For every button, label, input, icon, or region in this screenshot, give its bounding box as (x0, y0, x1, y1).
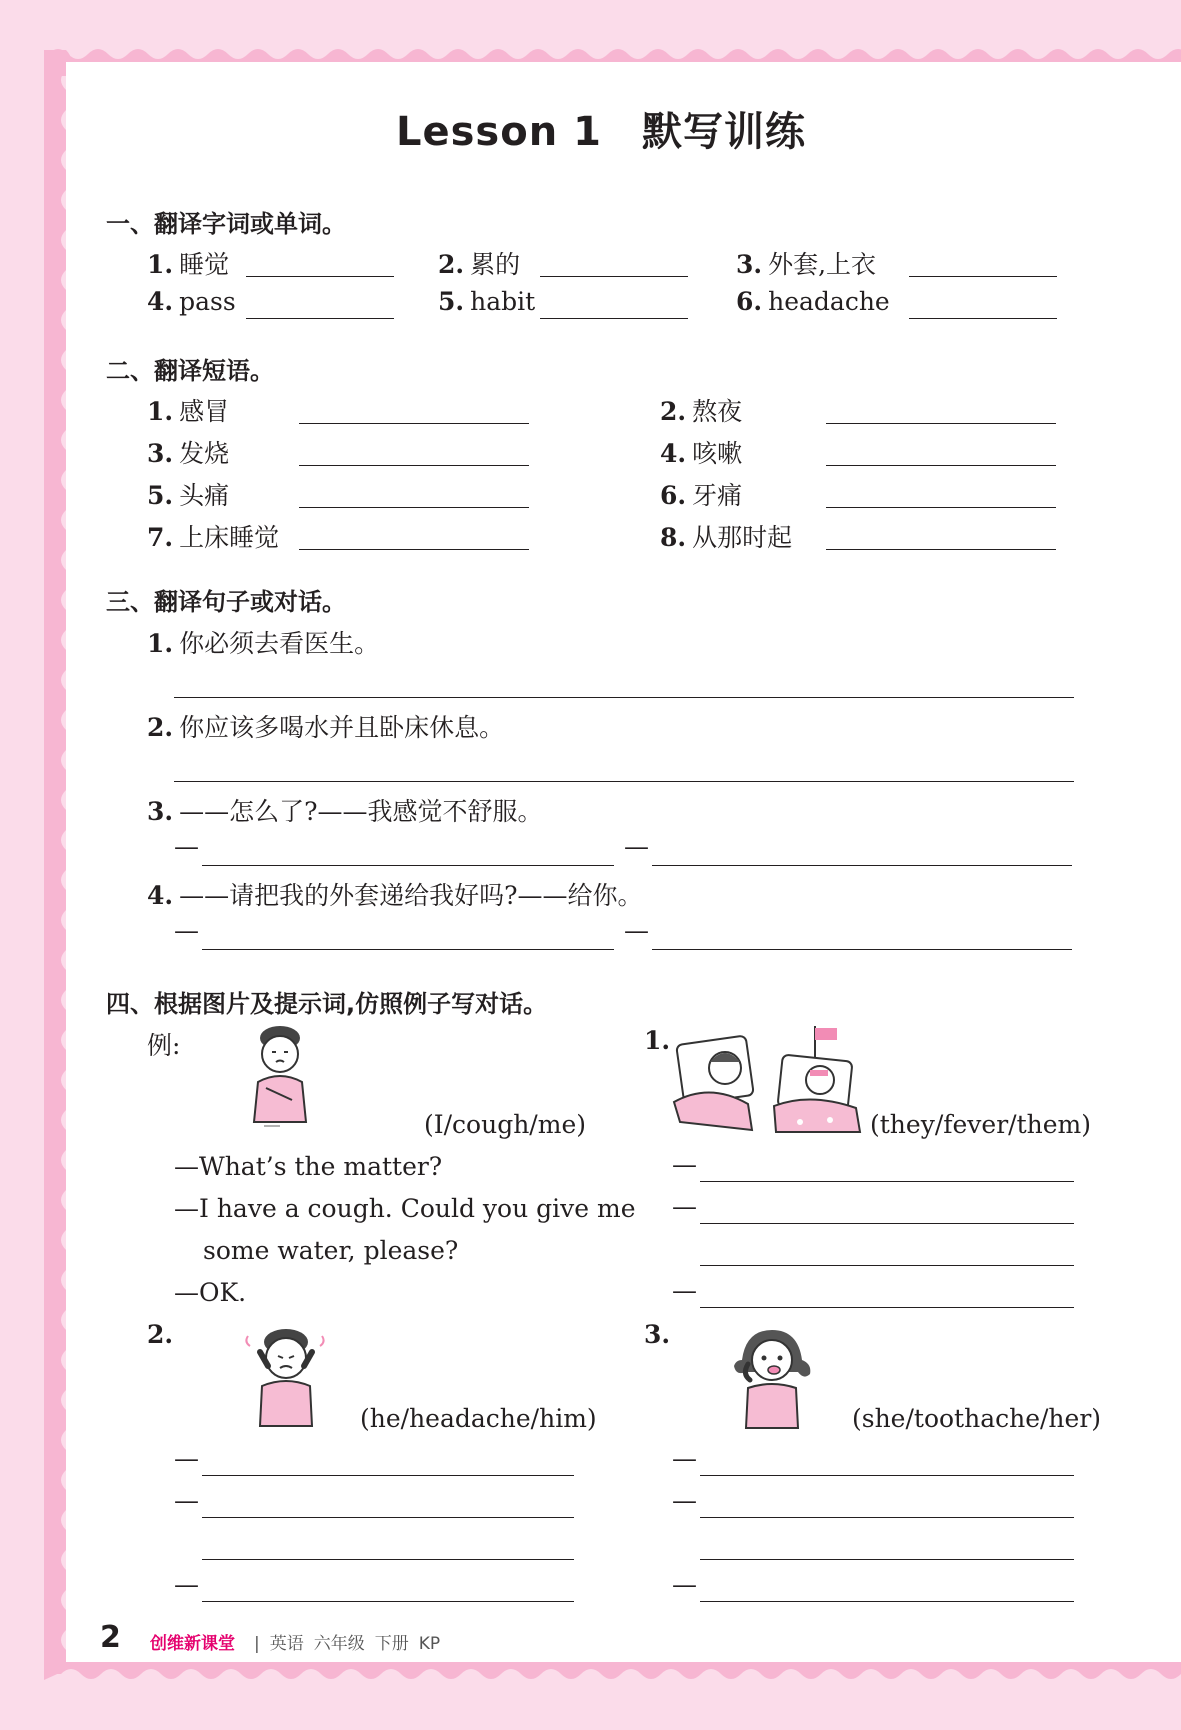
s2-answer-line-8[interactable] (826, 549, 1056, 550)
task3-hint: (she/toothache/her) (852, 1404, 1102, 1433)
s1-item-3: 3. 外套,上衣 (736, 250, 877, 279)
task1-answer-line-2[interactable] (700, 1223, 1074, 1224)
task1-hint: (they/fever/them) (870, 1110, 1091, 1139)
task2-answer-line-3[interactable] (202, 1559, 574, 1560)
task3-answer-line-3[interactable] (700, 1559, 1074, 1560)
task1-answer-line-4[interactable] (700, 1307, 1074, 1308)
footer-info (254, 1629, 450, 1654)
s1-answer-line-6[interactable] (909, 318, 1057, 319)
s3-answer-line-1[interactable] (174, 697, 1074, 698)
s2-item-3: 3. 发烧 (147, 439, 230, 468)
task3-dash-1: — (672, 1444, 697, 1473)
s3-item-2: 2. 你应该多喝水并且卧床休息。 (147, 713, 505, 742)
s2-item-8: 8. 从那时起 (660, 523, 793, 552)
example-line-4: —OK. (174, 1278, 247, 1307)
task3-answer-line-2[interactable] (700, 1517, 1074, 1518)
footer-term: 下册 (374, 1634, 409, 1654)
s2-item-2: 2. 熬夜 (660, 397, 743, 426)
task2-num: 2. (147, 1320, 174, 1349)
section4-heading: 四、根据图片及提示词,仿照例子写对话。 (106, 990, 548, 1018)
task2-hint: (he/headache/him) (360, 1404, 597, 1433)
s1-answer-line-4[interactable] (246, 318, 394, 319)
task1-answer-line-3[interactable] (700, 1265, 1074, 1266)
children-with-fever-illustration (670, 1022, 870, 1134)
task3-dash-3: — (672, 1570, 697, 1599)
s2-item-4: 4. 咳嗽 (660, 439, 743, 468)
footer-subject: 英语 (269, 1634, 304, 1654)
s3-answer-line-2[interactable] (174, 781, 1074, 782)
s3-item-3: 3. ——怎么了?——我感觉不舒服。 (147, 797, 543, 826)
s3-4-dash-a: — (174, 916, 199, 945)
footer-edition: KP (418, 1634, 441, 1654)
s1-answer-line-2[interactable] (540, 276, 688, 277)
task2-answer-line-2[interactable] (202, 1517, 574, 1518)
s3-4-dash-b: — (624, 916, 649, 945)
task1-dash-1: — (672, 1150, 697, 1179)
footer-grade: 六年级 (313, 1634, 365, 1654)
s1-item-1: 1. 睡觉 (147, 250, 230, 279)
s2-item-7: 7. 上床睡觉 (147, 523, 280, 552)
s1-item-5: 5. habit (438, 287, 536, 316)
task2-dash-2: — (174, 1486, 199, 1515)
boy-headache-illustration (240, 1322, 330, 1432)
footer-separator: | (254, 1634, 260, 1654)
s2-item-1: 1. 感冒 (147, 397, 230, 426)
s2-answer-line-1[interactable] (299, 423, 529, 424)
s3-3-answer-line-b[interactable] (652, 865, 1072, 866)
example-label: 例: (147, 1031, 181, 1060)
s1-answer-line-1[interactable] (246, 276, 394, 277)
s2-answer-line-2[interactable] (826, 423, 1056, 424)
task1-dash-2: — (672, 1192, 697, 1221)
s1-item-2: 2. 累的 (438, 250, 521, 279)
s1-answer-line-5[interactable] (540, 318, 688, 319)
girl-toothache-illustration (726, 1324, 816, 1434)
s3-4-answer-line-b[interactable] (652, 949, 1072, 950)
s2-answer-line-6[interactable] (826, 507, 1056, 508)
section1-heading: 一、翻译字词或单词。 (106, 210, 346, 238)
task3-answer-line-1[interactable] (700, 1475, 1074, 1476)
s3-item-1: 1. 你必须去看医生。 (147, 629, 380, 658)
task1-dash-3: — (672, 1276, 697, 1305)
s2-answer-line-4[interactable] (826, 465, 1056, 466)
footer-brand: 创维新课堂 (150, 1634, 235, 1654)
s3-4-answer-line-a[interactable] (202, 949, 614, 950)
page-title (396, 100, 806, 157)
task3-num: 3. (644, 1320, 671, 1349)
task2-answer-line-1[interactable] (202, 1475, 574, 1476)
task3-answer-line-4[interactable] (700, 1601, 1074, 1602)
section3-heading: 三、翻译句子或对话。 (106, 588, 346, 616)
example-line-2: —I have a cough. Could you give me (174, 1194, 636, 1223)
s3-3-dash-a: — (174, 832, 199, 861)
task2-dash-1: — (174, 1444, 199, 1473)
example-line-1: —What’s the matter? (174, 1152, 443, 1181)
task1-answer-line-1[interactable] (700, 1181, 1074, 1182)
s1-answer-line-3[interactable] (909, 276, 1057, 277)
s3-3-dash-b: — (624, 832, 649, 861)
section2-heading: 二、翻译短语。 (106, 357, 274, 385)
s2-answer-line-3[interactable] (299, 465, 529, 466)
boy-coughing-illustration (240, 1022, 324, 1130)
task3-dash-2: — (672, 1486, 697, 1515)
task2-dash-3: — (174, 1570, 199, 1599)
page-number: 2 (100, 1620, 121, 1655)
s2-answer-line-7[interactable] (299, 549, 529, 550)
task1-num: 1. (644, 1026, 671, 1055)
task2-answer-line-4[interactable] (202, 1601, 574, 1602)
s2-item-6: 6. 牙痛 (660, 481, 743, 510)
title-zh: 默写训练 (641, 109, 806, 155)
example-hint: (I/cough/me) (424, 1110, 586, 1139)
lesson-label: Lesson 1 (396, 109, 602, 155)
s1-item-6: 6. headache (736, 287, 890, 316)
example-line-3: some water, please? (203, 1236, 459, 1265)
s3-3-answer-line-a[interactable] (202, 865, 614, 866)
s3-item-4: 4. ——请把我的外套递给我好吗?——给你。 (147, 881, 643, 910)
s2-answer-line-5[interactable] (299, 507, 529, 508)
s2-item-5: 5. 头痛 (147, 481, 230, 510)
s1-item-4: 4. pass (147, 287, 236, 316)
